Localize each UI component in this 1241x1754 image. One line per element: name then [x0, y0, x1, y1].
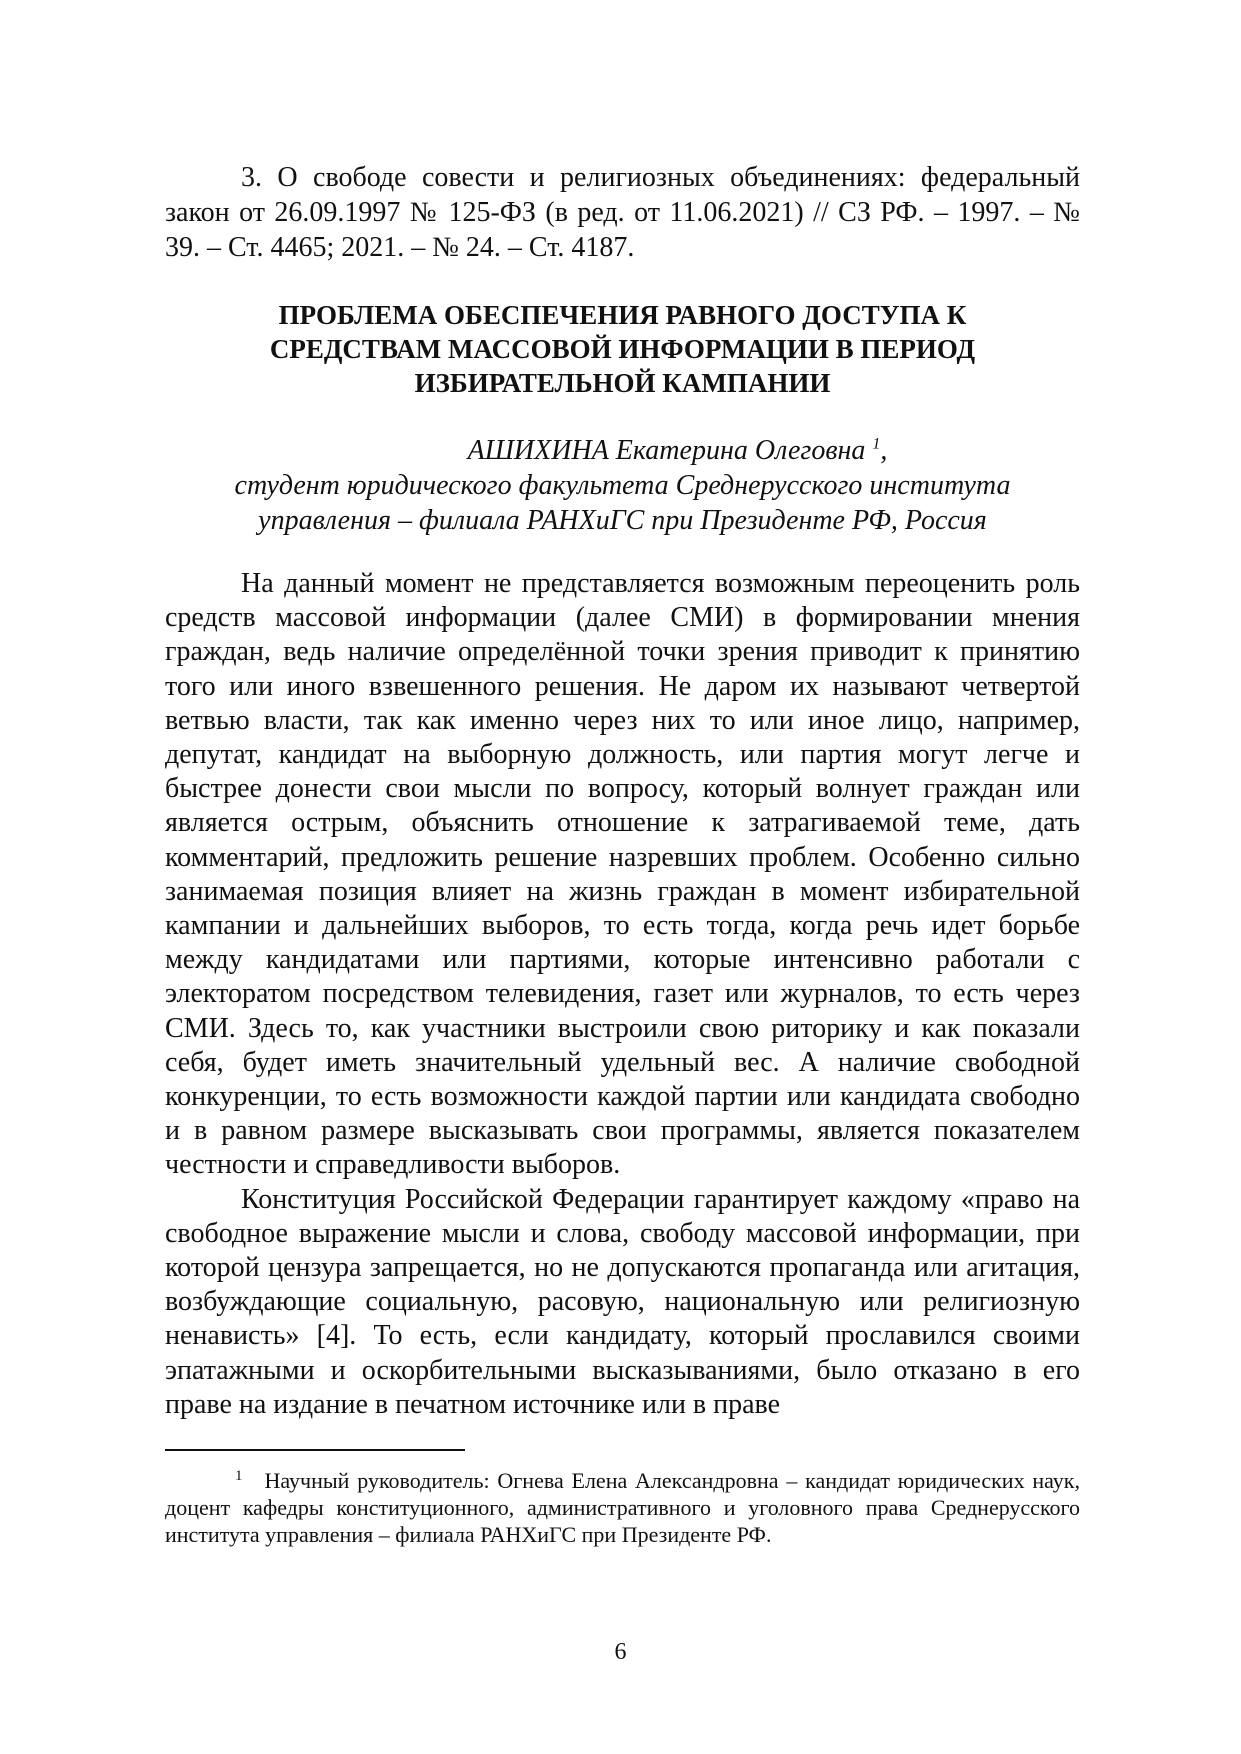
article-title-line: ПРОБЛЕМА ОБЕСПЕЧЕНИЯ РАВНОГО ДОСТУПА К — [278, 300, 967, 330]
footnote — [165, 1467, 1080, 1548]
article-title — [165, 298, 1080, 400]
author-name: АШИХИНА Екатерина Олеговна — [467, 435, 866, 466]
reference-item: 3. О свободе совести и религиозных объединениях: федеральный закон от 26.09.1997 № 125-ФЗ (в ред. от 11.06.2021) // СЗ РФ. – 1997. – № 39. – Ст. 4465; 2021. – № 24. – Ст. 4187. — [165, 162, 1080, 263]
author-block — [165, 433, 1080, 538]
footnote-text: Научный руководитель: Огнева Елена Александровна – кандидат юридических наук, доцент кафедры конституционного, административного и уголовного права Среднерусского института управления – филиала РАНХиГС при Президенте РФ. — [165, 1468, 1080, 1547]
article-title-line: ИЗБИРАТЕЛЬНОЙ КАМПАНИИ — [414, 368, 831, 398]
author-affiliation-line: студент юридического факультета Среднерусского института — [234, 470, 1011, 501]
body-paragraph: Конституция Российской Федерации гарантирует каждому «право на свободное выражение мысли и слова, свободу массовой информации, при которой цензура запрещается, но не допускаются пропаганда или агитация, возбуждающие социальную, расовую, национальную или религиозную ненависть» [4]. То есть, если кандидату, который прославился своими эпатажными и оскорбительными высказываниями, было отказано в его праве на издание в печатном источнике или в праве — [165, 1183, 1080, 1420]
author-affiliation-line: управления – филиала РАНХиГС при Президенте РФ, Россия — [258, 505, 987, 536]
article-body — [165, 567, 1080, 1422]
footnote-reference-mark[interactable]: 1 — [872, 435, 881, 453]
footnote-mark: 1 — [235, 1467, 243, 1484]
author-line — [165, 433, 1080, 468]
author-name-suffix: , — [880, 435, 888, 466]
page-number: 6 — [614, 1639, 627, 1665]
article-title-line: СРЕДСТВАМ МАССОВОЙ ИНФОРМАЦИИ В ПЕРИОД — [269, 334, 976, 364]
body-paragraph: На данный момент не представляется возможным переоценить роль средств массовой информации (далее СМИ) в формировании мнения граждан, ведь наличие определённой точки зрения приводит к принятию того или иного взвешенного решения. Не даром их называют четвертой ветвью власти, так как именно через них то или иное лицо, например, депутат, кандидат на выборную должность, или партия могут легче и быстрее донести свои мысли по вопросу, который волнует граждан или является острым, объяснить отношение к затрагиваемой теме, дать комментарий, предложить решение назревших проблем. Особенно сильно занимаемая позиция влияет на жизнь граждан в момент избирательной кампании и дальнейших выборов, то есть тогда, когда речь идет борьбе между кандидатами или партиями, которые интенсивно работали с электоратом посредством телевидения, газет или журналов, то есть через СМИ. Здесь то, как участники выстроили свою риторику и как показали себя, будет иметь значительный удельный вес. А наличие свободной конкуренции, то есть возможности каждой партии или кандидата свободно и в равном размере высказывать свои программы, является показателем честности и справедливости выборов. — [165, 568, 1080, 1181]
footnote-separator — [165, 1449, 465, 1451]
